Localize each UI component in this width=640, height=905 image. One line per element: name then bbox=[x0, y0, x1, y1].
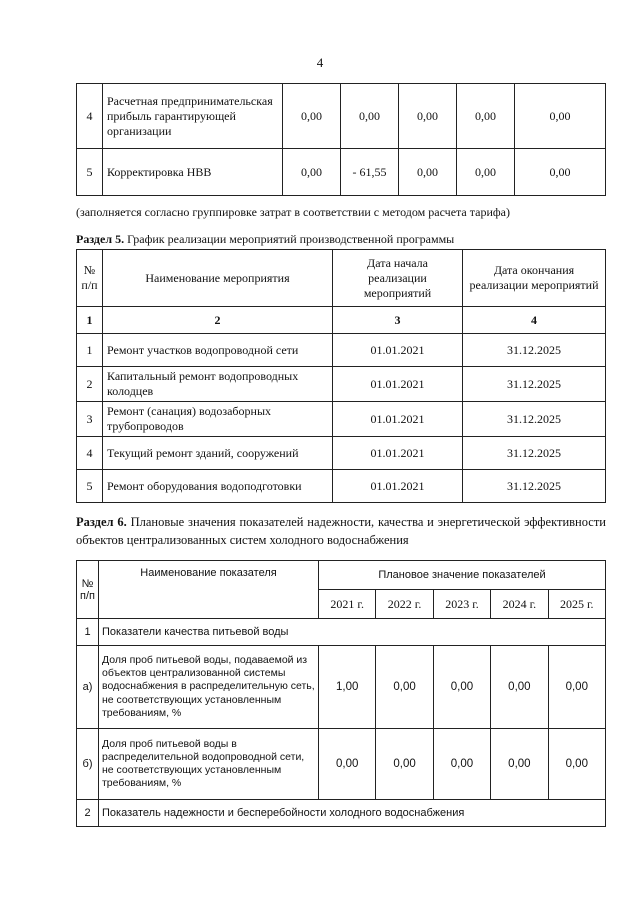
cell-value: 0,00 bbox=[548, 646, 605, 729]
row-start: 01.01.2021 bbox=[333, 334, 463, 367]
row-name: Текущий ремонт зданий, сооружений bbox=[103, 437, 333, 470]
cost-table bbox=[76, 83, 606, 196]
cell-value: 0,00 bbox=[319, 729, 376, 800]
cell-value: 0,00 bbox=[283, 84, 341, 149]
cell-value: 0,00 bbox=[433, 729, 490, 800]
table-row bbox=[77, 646, 606, 729]
cell-value: 0,00 bbox=[515, 84, 606, 149]
cell-value: 0,00 bbox=[491, 646, 548, 729]
group-label: Показатель надежности и бесперебойности холодного водоснабжения bbox=[99, 800, 606, 827]
section-5-title bbox=[76, 232, 454, 247]
table-header-row bbox=[77, 561, 606, 590]
header-start: Дата начала реализации мероприятий bbox=[333, 250, 463, 307]
row-number: а) bbox=[77, 646, 99, 729]
year-header: 2025 г. bbox=[548, 590, 605, 619]
col-number: 4 bbox=[463, 307, 606, 334]
row-end: 31.12.2025 bbox=[463, 402, 606, 437]
group-row bbox=[77, 800, 606, 827]
cell-value: 1,00 bbox=[319, 646, 376, 729]
row-number: 3 bbox=[77, 402, 103, 437]
group-number: 2 bbox=[77, 800, 99, 827]
cell-value: 0,00 bbox=[376, 646, 433, 729]
cell-value: 0,00 bbox=[433, 646, 490, 729]
cell-value: 0,00 bbox=[283, 149, 341, 196]
row-start: 01.01.2021 bbox=[333, 402, 463, 437]
row-number: 4 bbox=[77, 84, 103, 149]
row-end: 31.12.2025 bbox=[463, 367, 606, 402]
section-6-label: Раздел 6. bbox=[76, 515, 127, 529]
row-name: Ремонт (санация) водозаборных трубопроводов bbox=[103, 402, 333, 437]
year-header: 2021 г. bbox=[319, 590, 376, 619]
cell-value: 0,00 bbox=[376, 729, 433, 800]
row-start: 01.01.2021 bbox=[333, 470, 463, 503]
cell-value: 0,00 bbox=[515, 149, 606, 196]
table-note: (заполняется согласно группировке затрат в соответствии с методом расчета тарифа) bbox=[76, 205, 510, 219]
row-label: Корректировка НВВ bbox=[103, 149, 283, 196]
group-number: 1 bbox=[77, 619, 99, 646]
cell-value: 0,00 bbox=[399, 84, 457, 149]
table-row bbox=[77, 334, 606, 367]
row-end: 31.12.2025 bbox=[463, 470, 606, 503]
table-row bbox=[77, 367, 606, 402]
cell-value: 0,00 bbox=[491, 729, 548, 800]
table-row bbox=[77, 437, 606, 470]
col-number: 2 bbox=[103, 307, 333, 334]
header-name: Наименование мероприятия bbox=[103, 250, 333, 307]
row-label: Доля проб питьевой воды в распределительной водопроводной сети, не соответствующих установленным требованиям, % bbox=[99, 729, 319, 800]
column-number-row bbox=[77, 307, 606, 334]
cell-value: - 61,55 bbox=[341, 149, 399, 196]
row-number: 4 bbox=[77, 437, 103, 470]
row-end: 31.12.2025 bbox=[463, 437, 606, 470]
group-label: Показатели качества питьевой воды bbox=[99, 619, 606, 646]
table-row bbox=[77, 84, 606, 149]
row-number: 2 bbox=[77, 367, 103, 402]
row-number: 5 bbox=[77, 470, 103, 503]
row-end: 31.12.2025 bbox=[463, 334, 606, 367]
schedule-table bbox=[76, 249, 606, 503]
page-number: 4 bbox=[316, 55, 324, 70]
table-row bbox=[77, 402, 606, 437]
section-5-label: Раздел 5. bbox=[76, 232, 125, 246]
header-num: № п/п bbox=[77, 250, 103, 307]
header-name: Наименование показателя bbox=[99, 561, 319, 619]
row-number: 1 bbox=[77, 334, 103, 367]
table-row bbox=[77, 729, 606, 800]
cell-value: 0,00 bbox=[548, 729, 605, 800]
row-start: 01.01.2021 bbox=[333, 437, 463, 470]
row-name: Ремонт оборудования водоподготовки bbox=[103, 470, 333, 503]
section-6-title bbox=[76, 513, 606, 549]
table-row bbox=[77, 149, 606, 196]
cell-value: 0,00 bbox=[341, 84, 399, 149]
year-header: 2022 г. bbox=[376, 590, 433, 619]
table-row bbox=[77, 470, 606, 503]
header-plan: Плановое значение показателей bbox=[319, 561, 606, 590]
section-5-text: График реализации мероприятий производственной программы bbox=[124, 232, 455, 246]
row-number: б) bbox=[77, 729, 99, 800]
year-header: 2024 г. bbox=[491, 590, 548, 619]
cell-value: 0,00 bbox=[399, 149, 457, 196]
row-label: Доля проб питьевой воды, подаваемой из объектов централизованной системы водоснабжения в распределительную сеть, не соответствующих установленным требованиям, % bbox=[99, 646, 319, 729]
year-header: 2023 г. bbox=[433, 590, 490, 619]
header-end: Дата окончания реализации мероприятий bbox=[463, 250, 606, 307]
row-label: Расчетная предпринимательская прибыль гарантирующей организации bbox=[103, 84, 283, 149]
indicators-table bbox=[76, 560, 606, 827]
col-number: 1 bbox=[77, 307, 103, 334]
col-number: 3 bbox=[333, 307, 463, 334]
row-start: 01.01.2021 bbox=[333, 367, 463, 402]
row-name: Капитальный ремонт водопроводных колодцев bbox=[103, 367, 333, 402]
header-num: № п/п bbox=[77, 561, 99, 619]
row-name: Ремонт участков водопроводной сети bbox=[103, 334, 333, 367]
cell-value: 0,00 bbox=[457, 149, 515, 196]
section-6-text: Плановые значения показателей надежности, качества и энергетической эффективности объектов централизованных систем холодного водоснабжения bbox=[76, 515, 606, 548]
group-row bbox=[77, 619, 606, 646]
table-header-row bbox=[77, 250, 606, 307]
row-number: 5 bbox=[77, 149, 103, 196]
cell-value: 0,00 bbox=[457, 84, 515, 149]
